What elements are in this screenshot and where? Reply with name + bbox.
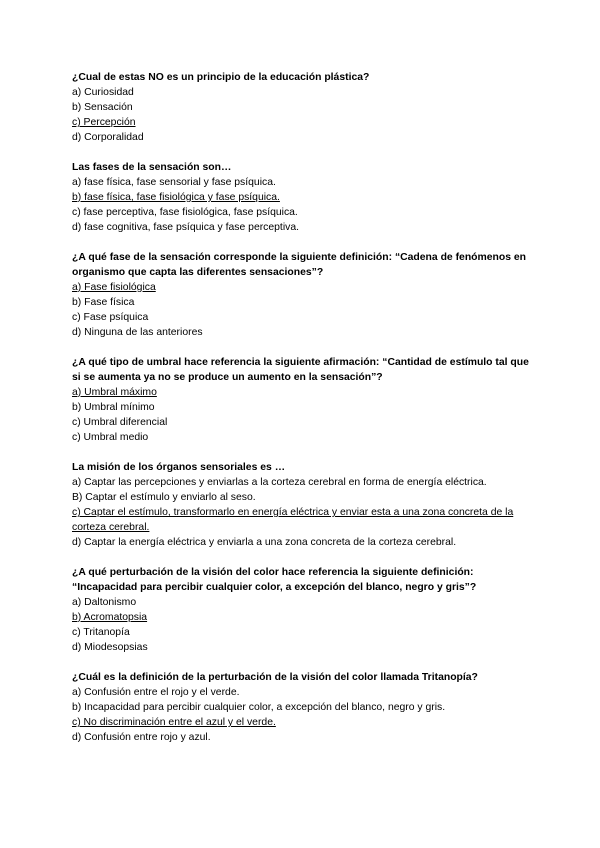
option-b: B) Captar el estímulo y enviarlo al seso. — [72, 492, 256, 503]
option-c: c) fase perceptiva, fase fisiológica, fase psíquica. — [72, 207, 298, 218]
question-5 — [72, 460, 532, 550]
quiz-document — [72, 70, 532, 760]
question-title: ¿A qué tipo de umbral hace referencia la siguiente afirmación: “Cantidad de estímulo tal que si se aumenta ya no se produce un aumento en la sensación”? — [72, 357, 529, 383]
option-b-correct: b) Acromatopsia — [72, 612, 148, 623]
question-1 — [72, 70, 532, 145]
question-title: ¿Cuál es la definición de la perturbación de la visión del color llamada Tritanopía? — [72, 672, 478, 683]
option-d: d) Ninguna de las anteriores — [72, 327, 203, 338]
question-4 — [72, 355, 532, 445]
question-title: La misión de los órganos sensoriales es … — [72, 462, 286, 473]
question-2 — [72, 160, 532, 235]
option-d: d) Captar la energía eléctrica y enviarla a una zona concreta de la corteza cerebral. — [72, 537, 457, 548]
option-a: a) Curiosidad — [72, 87, 134, 98]
option-b-correct: b) fase física, fase fisiológica y fase psíquica. — [72, 192, 280, 203]
option-d: d) Corporalidad — [72, 132, 144, 143]
option-d: d) Miodesopsias — [72, 642, 148, 653]
question-title: ¿Cual de estas NO es un principio de la educación plástica? — [72, 72, 370, 83]
option-a-correct: a) Umbral máximo — [72, 387, 157, 398]
option-b: b) Umbral mínimo — [72, 402, 155, 413]
option-a: a) Confusión entre el rojo y el verde. — [72, 687, 240, 698]
question-title: Las fases de la sensación son… — [72, 162, 232, 173]
option-c: c) Tritanopía — [72, 627, 130, 638]
option-a: a) fase física, fase sensorial y fase psíquica. — [72, 177, 276, 188]
option-c: c) Fase psíquica — [72, 312, 149, 323]
option-b: b) Fase física — [72, 297, 135, 308]
option-d: d) fase cognitiva, fase psíquica y fase perceptiva. — [72, 222, 299, 233]
option-c-correct: c) No discriminación entre el azul y el verde. — [72, 717, 276, 728]
option-a: a) Captar las percepciones y enviarlas a la corteza cerebral en forma de energía eléctrica. — [72, 477, 487, 488]
option-c-correct: c) Captar el estímulo, transformarlo en energía eléctrica y enviar esta a una zona concreta de la corteza cerebral. — [72, 507, 514, 533]
question-title: ¿A qué fase de la sensación corresponde la siguiente definición: “Cadena de fenómenos en organismo que capta las diferentes sensaciones”? — [72, 252, 527, 278]
option-a-correct: a) Fase fisiológica — [72, 282, 156, 293]
option-c-correct: c) Percepción — [72, 117, 136, 128]
option-c: c) Umbral diferencial — [72, 417, 168, 428]
question-7 — [72, 670, 532, 745]
option-d: d) Confusión entre rojo y azul. — [72, 732, 211, 743]
option-d: c) Umbral medio — [72, 432, 149, 443]
question-title: ¿A qué perturbación de la visión del color hace referencia la siguiente definición: “Incapacidad para percibir cualquier color, a excepción del blanco, negro y gris”? — [72, 567, 477, 593]
option-a: a) Daltonismo — [72, 597, 137, 608]
question-6 — [72, 565, 532, 655]
option-b: b) Incapacidad para percibir cualquier color, a excepción del blanco, negro y gris. — [72, 702, 446, 713]
question-3 — [72, 250, 532, 340]
option-b: b) Sensación — [72, 102, 133, 113]
